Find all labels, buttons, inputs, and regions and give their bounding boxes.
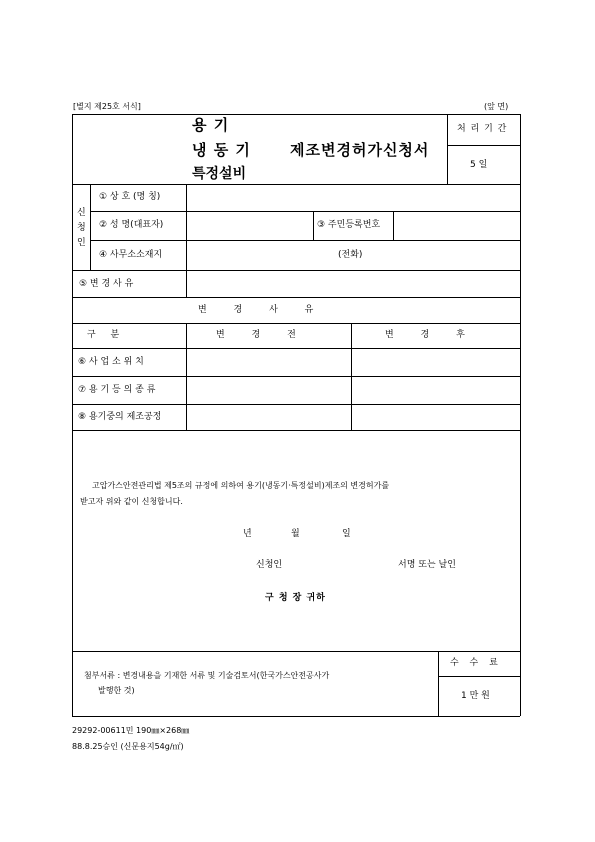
site-location-before-field[interactable]	[187, 349, 350, 375]
title-container: 용 기	[192, 116, 230, 134]
statement-line-1: 고압가스안전관리법 제5조의 규정에 의하여 용기(냉동기·특정설비)제조의 변경허가를	[92, 481, 390, 490]
container-type-after-field[interactable]	[352, 377, 519, 403]
manufacturing-process-before-field[interactable]	[187, 405, 350, 429]
trade-name-field[interactable]	[187, 185, 519, 210]
date-day-label: 일	[342, 529, 351, 539]
change-details-header: 변 경 사 유	[198, 305, 326, 315]
signature-or-seal-label: 서명 또는 날인	[398, 560, 456, 570]
representative-name-field[interactable]	[187, 212, 312, 239]
attachments-line-2: 발행한 것)	[98, 686, 135, 695]
date-month-label: 월	[291, 529, 300, 539]
footer-line-2: 88.8.25승인 (신문용지54g/㎡)	[72, 742, 184, 751]
site-location-after-field[interactable]	[352, 349, 519, 375]
form-number: [별지 제25호 서식]	[73, 102, 141, 111]
footer-line-1: 29292-00611민 190㎜×268㎜	[72, 726, 190, 735]
column-category: 구 분	[87, 330, 126, 340]
office-address-label: ④ 사무소소재지	[99, 250, 163, 260]
processing-period-label: 처 리 기 간	[457, 124, 508, 134]
column-after: 변 경 후	[385, 330, 477, 340]
representative-name-label: ② 성 명(대표자)	[99, 220, 164, 230]
phone-label: (전화)	[338, 250, 363, 260]
applicant-side-label-2: 청	[77, 223, 86, 233]
manufacturing-process-after-field[interactable]	[352, 405, 519, 429]
attachments-line-1: 첨부서류 : 변경내용을 기재한 서류 및 기술검토서(한국가스안전공사가	[84, 671, 330, 680]
row-label-manufacturing-process: ⑧ 용기중의 제조공정	[78, 412, 162, 422]
page-title: 제조변경허가신청서	[290, 141, 430, 159]
trade-name-label: ① 상 호 (명 칭)	[99, 192, 161, 202]
applicant-side-label-1: 신	[77, 208, 86, 218]
fee-label: 수 수 료	[450, 658, 502, 668]
applicant-side-label-3: 인	[77, 238, 86, 248]
title-special-equipment: 특정설비	[192, 166, 247, 182]
date-year-label: 년	[243, 529, 252, 539]
title-refrigerator: 냉 동 기	[192, 141, 251, 159]
column-before: 변 경 전	[216, 330, 308, 340]
container-type-before-field[interactable]	[187, 377, 350, 403]
applicant-signature-label: 신청인	[256, 560, 283, 570]
statement-line-2: 받고자 위와 같이 신청합니다.	[80, 497, 183, 506]
row-label-container-type: ⑦ 용 기 등 의 종 류	[78, 385, 156, 395]
resident-number-label: ③ 주민등록번호	[317, 220, 381, 230]
fee-value: 1 만 원	[461, 691, 490, 701]
change-reason-field[interactable]	[187, 271, 519, 296]
addressee: 구 청 장 귀하	[265, 593, 326, 603]
processing-period-value: 5 일	[470, 160, 488, 170]
change-reason-label: ⑤ 변 경 사 유	[79, 279, 134, 289]
resident-number-field[interactable]	[394, 212, 519, 239]
page-side-label: (앞 면)	[484, 102, 509, 111]
row-label-site-location: ⑥ 사 업 소 위 치	[78, 357, 144, 367]
